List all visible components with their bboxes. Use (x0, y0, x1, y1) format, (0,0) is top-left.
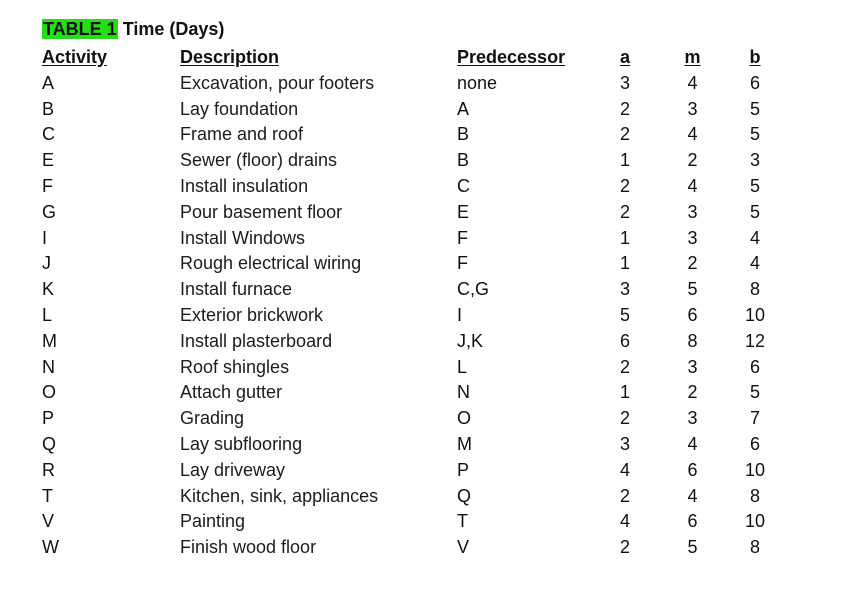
predecessor-cell: T (457, 511, 468, 532)
a-cell: 2 (619, 485, 630, 506)
m-cell: 4 (687, 485, 698, 506)
table-title (42, 18, 224, 40)
predecessor-cell: C,G (457, 279, 490, 300)
description-cell: Frame and roof (180, 124, 304, 145)
a-cell: 2 (619, 124, 630, 145)
m-cell: 8 (687, 330, 698, 351)
a-cell: 6 (619, 330, 630, 351)
a-cell: 2 (619, 356, 630, 377)
activity-cell: O (42, 382, 57, 403)
predecessor-cell: I (457, 304, 463, 325)
m-cell: 3 (687, 356, 698, 377)
a-cell: 2 (619, 537, 630, 558)
b-cell: 10 (744, 511, 766, 532)
b-cell: 8 (749, 537, 760, 558)
description-cell: Install Windows (180, 227, 306, 248)
predecessor-cell: N (457, 382, 470, 403)
activity-cell: R (42, 459, 55, 480)
table-title-text: Time (Days) (122, 19, 225, 39)
table-row (42, 432, 780, 458)
m-cell: 6 (687, 304, 698, 325)
m-cell: 4 (687, 72, 698, 93)
m-cell: 5 (687, 279, 698, 300)
description-cell: Exterior brickwork (180, 304, 324, 325)
table-body (42, 71, 780, 561)
table-header-row (42, 45, 780, 71)
b-cell: 5 (749, 124, 760, 145)
a-cell: 3 (619, 279, 630, 300)
description-cell: Grading (180, 408, 245, 429)
a-cell: 1 (619, 227, 630, 248)
table-row (42, 251, 780, 277)
activity-cell: A (42, 72, 55, 93)
activity-cell: F (42, 175, 53, 196)
m-cell: 4 (687, 124, 698, 145)
table-number-highlight: TABLE 1 (43, 19, 117, 39)
m-cell: 4 (687, 433, 698, 454)
predecessor-cell: V (457, 537, 470, 558)
b-cell: 7 (749, 408, 760, 429)
b-cell: 4 (749, 227, 760, 248)
b-cell: 5 (749, 382, 760, 403)
a-cell: 1 (619, 150, 630, 171)
predecessor-cell: none (457, 72, 498, 93)
a-cell: 2 (619, 175, 630, 196)
m-cell: 3 (687, 227, 698, 248)
description-cell: Install furnace (180, 279, 293, 300)
m-cell: 6 (687, 459, 698, 480)
description-cell: Excavation, pour footers (180, 72, 375, 93)
table-row (42, 329, 780, 355)
description-cell: Lay subflooring (180, 433, 303, 454)
description-cell: Lay driveway (180, 459, 286, 480)
header-predecessor: Predecessor (457, 47, 566, 67)
header-b: b (749, 47, 761, 67)
b-cell: 6 (749, 356, 760, 377)
m-cell: 6 (687, 511, 698, 532)
activity-cell: T (42, 485, 53, 506)
table-row (42, 355, 780, 381)
description-cell: Rough electrical wiring (180, 253, 362, 274)
m-cell: 4 (687, 175, 698, 196)
activity-cell: G (42, 201, 57, 222)
m-cell: 5 (687, 537, 698, 558)
table-row (42, 148, 780, 174)
table-row (42, 277, 780, 303)
activity-cell: I (42, 227, 48, 248)
table-row (42, 71, 780, 97)
activity-cell: J (42, 253, 51, 274)
predecessor-cell: Q (457, 485, 472, 506)
predecessor-cell: J,K (457, 330, 484, 351)
b-cell: 5 (749, 98, 760, 119)
description-cell: Roof shingles (180, 356, 290, 377)
activity-cell: P (42, 408, 55, 429)
table-row (42, 406, 780, 432)
header-activity: Activity (42, 47, 108, 67)
activity-cell: C (42, 124, 55, 145)
b-cell: 8 (749, 279, 760, 300)
header-m: m (684, 47, 701, 67)
b-cell: 4 (749, 253, 760, 274)
b-cell: 6 (749, 433, 760, 454)
b-cell: 12 (744, 330, 766, 351)
table-row (42, 458, 780, 484)
a-cell: 2 (619, 201, 630, 222)
a-cell: 2 (619, 98, 630, 119)
header-description: Description (180, 47, 280, 67)
description-cell: Painting (180, 511, 246, 532)
a-cell: 3 (619, 433, 630, 454)
activity-cell: M (42, 330, 57, 351)
activity-cell: Q (42, 433, 57, 454)
table-row (42, 303, 780, 329)
activity-cell: L (42, 304, 53, 325)
activity-cell: K (42, 279, 55, 300)
predecessor-cell: O (457, 408, 472, 429)
b-cell: 10 (744, 304, 766, 325)
table-row (42, 174, 780, 200)
description-cell: Finish wood floor (180, 537, 317, 558)
predecessor-cell: A (457, 98, 470, 119)
predecessor-cell: F (457, 253, 468, 274)
table-row (42, 380, 780, 406)
table-row (42, 97, 780, 123)
activity-cell: V (42, 511, 55, 532)
description-cell: Kitchen, sink, appliances (180, 485, 379, 506)
description-cell: Lay foundation (180, 98, 299, 119)
table-row (42, 122, 780, 148)
m-cell: 3 (687, 408, 698, 429)
description-cell: Sewer (floor) drains (180, 150, 338, 171)
a-cell: 5 (619, 304, 630, 325)
predecessor-cell: F (457, 227, 468, 248)
b-cell: 8 (749, 485, 760, 506)
description-cell: Install plasterboard (180, 330, 333, 351)
header-a: a (619, 47, 630, 67)
b-cell: 5 (749, 175, 760, 196)
table-row (42, 509, 780, 535)
m-cell: 3 (687, 201, 698, 222)
activity-cell: N (42, 356, 55, 377)
b-cell: 5 (749, 201, 760, 222)
activity-cell: E (42, 150, 55, 171)
b-cell: 10 (744, 459, 766, 480)
m-cell: 2 (687, 253, 698, 274)
predecessor-cell: B (457, 124, 470, 145)
predecessor-cell: P (457, 459, 470, 480)
a-cell: 1 (619, 382, 630, 403)
m-cell: 3 (687, 98, 698, 119)
predecessor-cell: B (457, 150, 470, 171)
a-cell: 4 (619, 459, 630, 480)
a-cell: 4 (619, 511, 630, 532)
table-row (42, 200, 780, 226)
m-cell: 2 (687, 382, 698, 403)
table-row (42, 484, 780, 510)
m-cell: 2 (687, 150, 698, 171)
predecessor-cell: E (457, 201, 470, 222)
predecessor-cell: L (457, 356, 468, 377)
table-row (42, 226, 780, 252)
predecessor-cell: M (457, 433, 472, 454)
table-row (42, 535, 780, 561)
activity-cell: B (42, 98, 55, 119)
predecessor-cell: C (457, 175, 470, 196)
a-cell: 3 (619, 72, 630, 93)
description-cell: Install insulation (180, 175, 309, 196)
a-cell: 1 (619, 253, 630, 274)
b-cell: 6 (749, 72, 760, 93)
activity-cell: W (42, 537, 59, 558)
description-cell: Attach gutter (180, 382, 283, 403)
activity-time-table (42, 45, 780, 561)
a-cell: 2 (619, 408, 630, 429)
description-cell: Pour basement floor (180, 201, 343, 222)
b-cell: 3 (749, 150, 760, 171)
